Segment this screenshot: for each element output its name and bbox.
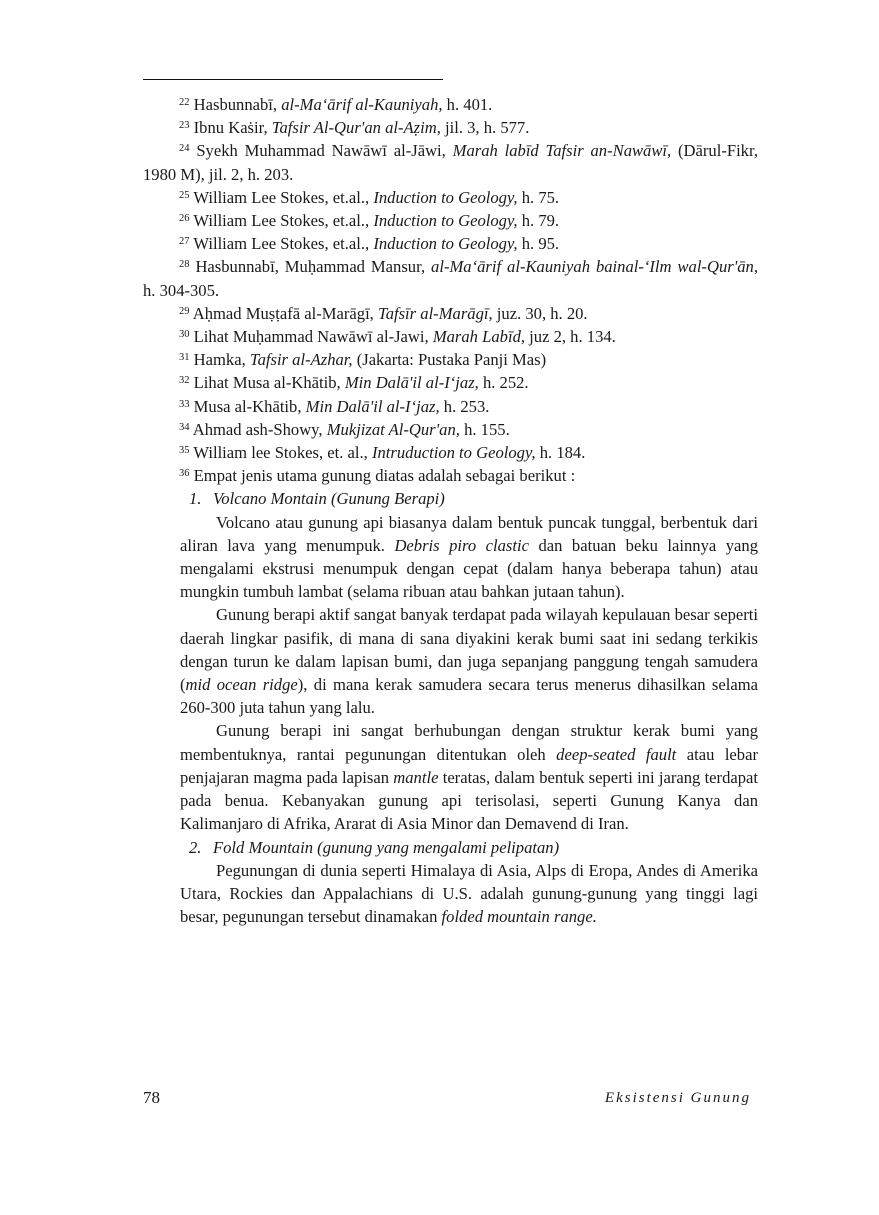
footnote-number: 25 xyxy=(179,189,190,201)
footnote-work-title: Min Dalā'il al-I‘jaz, xyxy=(305,396,440,416)
footnote-text: Lihat Muḥammad Nawāwī al-Jawi, xyxy=(189,327,433,347)
paragraph-text: Gunung berapi aktif sangat banyak terdapat pada wilayah kepulauan besar seperti daerah lingkar pasifik, di mana di sana diyakini kerak bumi saat ini sedang terkikis dengan turun ke dalam lapisan bumi, dan juga sepanjang panggung tengah samudera ( xyxy=(180,605,758,695)
footnote-text: Lihat Musa al-Khātib, xyxy=(189,373,345,393)
footnote-text: juz 2, h. 134. xyxy=(525,327,616,347)
footnote-number: 22 xyxy=(179,97,190,108)
footnote-number: 35 xyxy=(179,445,190,457)
footnote-text: William lee Stokes, et. al., xyxy=(189,443,372,463)
footnote-36 xyxy=(143,464,758,487)
footnote-27 xyxy=(143,232,758,255)
page-number: 78 xyxy=(143,1088,160,1107)
footnote-text: h. 252. xyxy=(478,373,529,393)
footnote-text: h. 95. xyxy=(517,234,560,254)
paragraph xyxy=(143,603,758,719)
footnote-work-title: al-Ma‘ārif al-Kauniyah, xyxy=(281,95,443,114)
footnote-24 xyxy=(143,139,758,185)
footnote-text: h. 184. xyxy=(535,443,586,463)
paragraph-text: Pegunungan di dunia seperti Himalaya di Asia, Alps di Eropa, Andes di Amerika Utara, Rockies dan Appalachians di U.S. adalah gunung-gunung yang tinggi lagi besar, pegunungan tersebut dinamakan xyxy=(180,860,758,927)
footnote-text: h. 79. xyxy=(517,211,560,231)
footnote-number: 27 xyxy=(179,236,190,248)
footnote-list xyxy=(143,93,758,487)
footnote-text: Hasbunnabī, Muḥammad Mansur, xyxy=(189,257,432,277)
section-number-2: 2. xyxy=(189,837,202,857)
section-heading-1 xyxy=(143,487,758,510)
paragraph-italic: Debris piro clastic xyxy=(394,535,529,555)
footnote-text: h. 75. xyxy=(517,187,560,207)
footnote-number: 33 xyxy=(179,398,190,410)
footnote-work-title: Mukjizat Al-Qur'an, xyxy=(326,419,460,439)
footnote-number: 32 xyxy=(179,375,190,387)
footnote-work-title: Tafsīr al-Marāgī, xyxy=(377,303,493,323)
footnote-number: 31 xyxy=(179,352,190,364)
footnote-text: , h. 304-305. xyxy=(143,257,758,300)
footnote-work-title: Marah labīd Tafsir an-Nawāwī, xyxy=(452,141,672,161)
footnote-text: juz. 30, h. 20. xyxy=(492,303,588,323)
footnote-text: Musa al-Khātib, xyxy=(189,396,306,416)
footnote-text: h. 401. xyxy=(442,95,493,114)
footnote-text: Ibnu Kaṡir, xyxy=(189,118,272,138)
footnote-text: (Dārul-Fikr, 1980 M), jil. 2, h. 203. xyxy=(143,141,758,184)
footnote-text: William Lee Stokes, et.al., xyxy=(189,211,374,231)
paragraph xyxy=(143,859,758,929)
footnote-34 xyxy=(143,418,758,441)
footnote-number: 29 xyxy=(179,305,190,317)
footnote-work-title: Tafsir Al-Qur'an al-Aẓim, xyxy=(271,118,441,138)
footnote-text: Ahmad ash-Showy, xyxy=(189,419,327,439)
footnote-text: William Lee Stokes, et.al., xyxy=(189,187,374,207)
paragraph-text: teratas, dalam bentuk seperti ini jarang terdapat pada benua. Kebanyakan gunung api terisolasi, seperti Gunung Kanya dan Kalimanjaro di Afrika, Ararat di Asia Minor dan Demavend di Iran. xyxy=(180,767,759,834)
footnote-text: jil. 3, h. 577. xyxy=(440,118,530,138)
section-heading-2 xyxy=(143,836,758,859)
footnote-number: 26 xyxy=(179,213,190,225)
paragraph-italic: mantle xyxy=(393,767,439,787)
footnote-31 xyxy=(143,348,758,371)
paragraph-text: ), di mana kerak samudera secara terus menerus dihasilkan selama 260-300 juta tahun yang lalu. xyxy=(180,675,758,718)
footnote-30 xyxy=(143,325,758,348)
footnote-29 xyxy=(143,302,758,325)
footnote-number: 34 xyxy=(179,421,190,433)
section-title-1: Volcano Montain (Gunung Berapi) xyxy=(213,489,445,509)
paragraph xyxy=(143,511,758,604)
footnote-text: Hasbunnabī, xyxy=(189,95,282,114)
paragraph-text: dan batuan beku lainnya yang mengalami ekstrusi menumpuk dengan cepat (dalam hanya beberapa tahun) atau mungkin tumbuh lambat (selama ribuan atau bahkan jutaan tahun). xyxy=(180,535,758,602)
footnote-number: 36 xyxy=(179,468,190,480)
footnote-35 xyxy=(143,441,758,464)
footnote-text: h. 155. xyxy=(459,419,510,439)
footnote-text: Hamka, xyxy=(189,350,250,370)
footnote-text: William Lee Stokes, et.al., xyxy=(189,234,374,254)
paragraph-italic: deep-seated fault xyxy=(556,744,677,764)
footnote-number: 23 xyxy=(179,120,190,132)
footnote-22 xyxy=(143,93,758,116)
footnote-work-title: Marah Labīd, xyxy=(432,327,526,347)
section-title-2: Fold Mountain (gunung yang mengalami pelipatan) xyxy=(213,837,560,857)
footnote-33 xyxy=(143,395,758,418)
footnote-separator xyxy=(143,79,443,80)
footnote-number: 30 xyxy=(179,329,190,341)
paragraph-text: Volcano atau gunung api biasanya dalam bentuk puncak tunggal, berbentuk dari aliran lava yang menumpuk. xyxy=(180,512,758,555)
paragraph-text: atau lebar penjajaran magma pada lapisan xyxy=(180,744,758,787)
footnote-work-title: Intruduction to Geology, xyxy=(371,443,536,463)
footnote-work-title: Induction to Geology, xyxy=(373,234,518,254)
paragraph xyxy=(143,719,758,835)
footnote-number: 28 xyxy=(179,259,190,271)
footnote-number: 24 xyxy=(179,143,190,155)
footnote-25 xyxy=(143,186,758,209)
footnotes-block xyxy=(143,93,758,928)
section-number-1: 1. xyxy=(189,489,202,509)
footnote-text: Aḥmad Muṣṭafā al-Marāgī, xyxy=(189,303,378,323)
footnote-text: h. 253. xyxy=(439,396,490,416)
footnote-work-title: al-Ma‘ārif al-Kauniyah bainal-‘Ilm wal-Qur'ān xyxy=(431,257,754,277)
footnote-32 xyxy=(143,371,758,394)
footnote-text: (Jakarta: Pustaka Panji Mas) xyxy=(352,350,547,370)
paragraph-text: Gunung berapi ini sangat berhubungan dengan struktur kerak bumi yang membentuknya, rantai pegunungan ditentukan oleh xyxy=(180,721,758,764)
footnote-23 xyxy=(143,116,758,139)
footnote-work-title: Induction to Geology, xyxy=(373,187,518,207)
paragraph-italic: mid ocean ridge xyxy=(185,675,298,695)
footnote-26 xyxy=(143,209,758,232)
footnote-text: Syekh Muhammad Nawāwī al-Jāwi, xyxy=(189,141,453,161)
footnote-text: Empat jenis utama gunung diatas adalah sebagai berikut : xyxy=(189,466,576,486)
footnote-work-title: Tafsir al-Azhar, xyxy=(249,350,353,370)
footnote-work-title: Min Dalā'il al-I‘jaz, xyxy=(344,373,479,393)
paragraph-italic: folded mountain range. xyxy=(441,907,597,927)
footnote-28 xyxy=(143,255,758,301)
running-title: Eksistensi Gunung xyxy=(604,1090,751,1106)
footnote-work-title: Induction to Geology, xyxy=(373,211,518,231)
